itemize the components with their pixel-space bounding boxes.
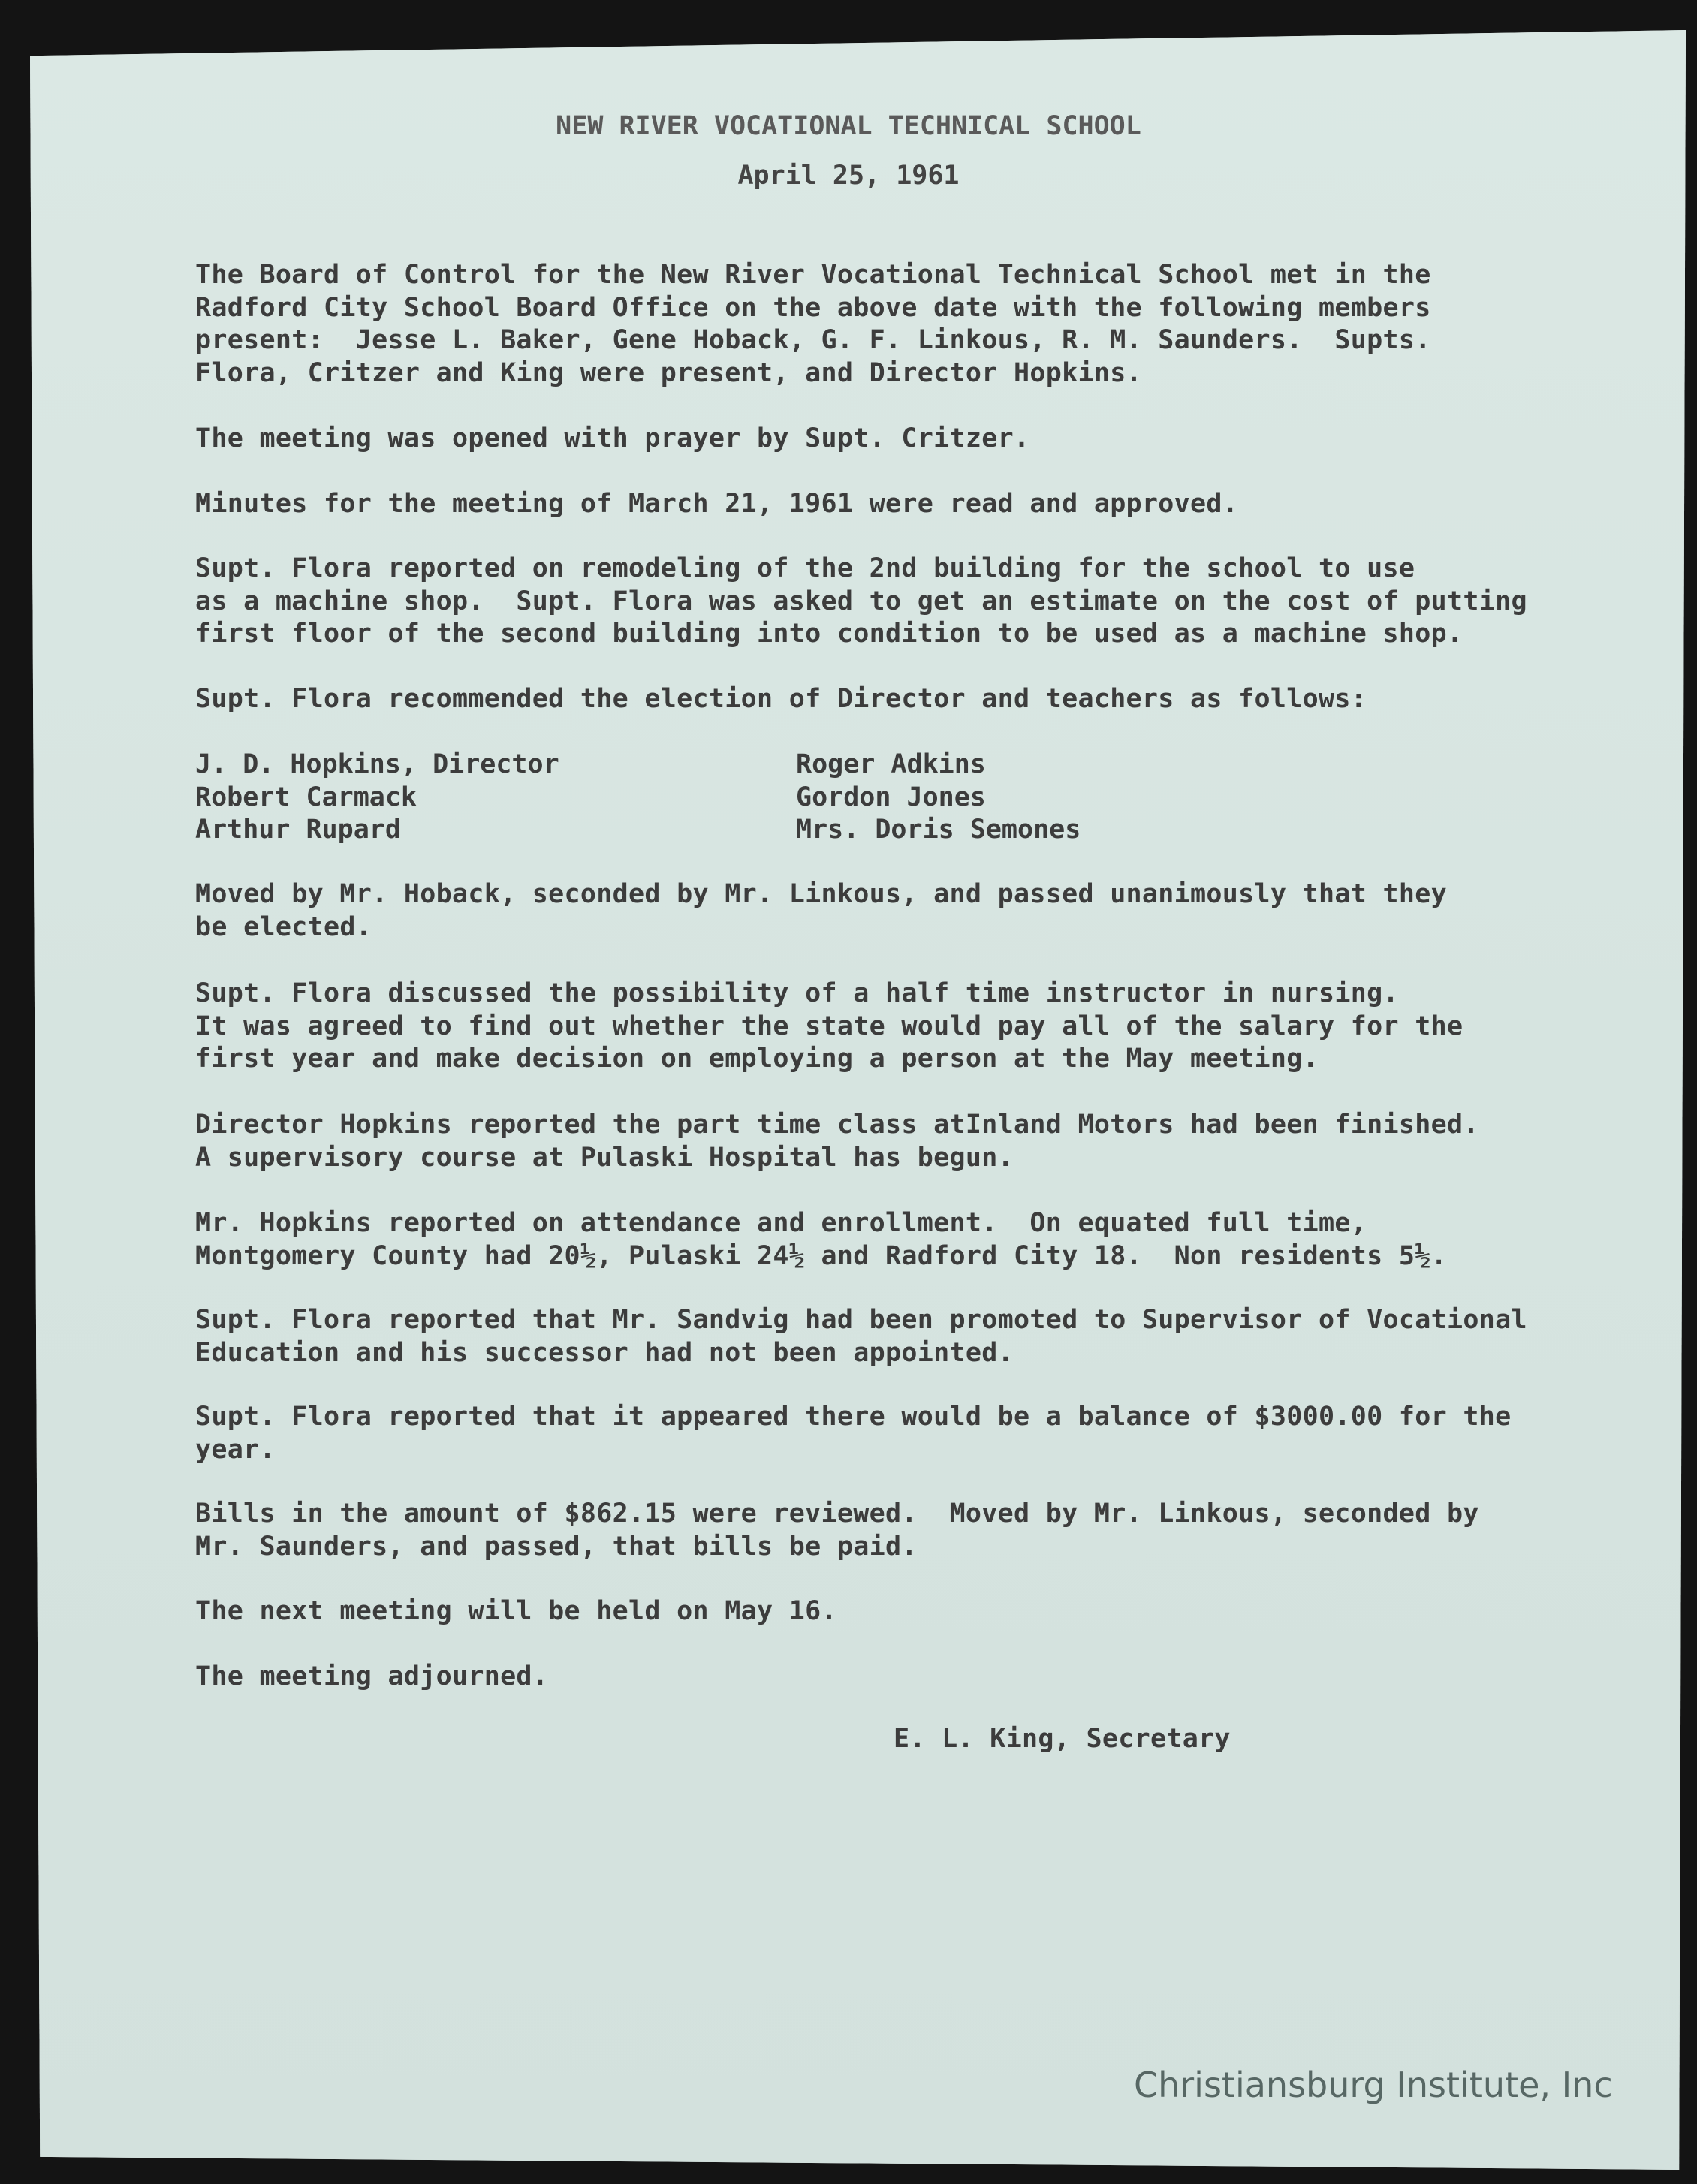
list-item: Mrs. Doris Semones bbox=[796, 815, 1081, 845]
list-item: J. D. Hopkins, Director bbox=[195, 749, 559, 779]
paragraph-election: Supt. Flora recommended the election of Director and teachers as follows: bbox=[195, 684, 1367, 714]
list-item: Robert Carmack bbox=[195, 782, 417, 812]
document-title: NEW RIVER VOCATIONAL TECHNICAL SCHOOL bbox=[556, 111, 1141, 141]
paragraph-balance: Supt. Flora reported that it appeared there would be a balance of $3000.00 for the year. bbox=[195, 1402, 1512, 1465]
elected-list-right bbox=[796, 749, 1081, 847]
paragraph-next-meeting: The next meeting will be held on May 16. bbox=[195, 1596, 837, 1626]
list-item: Roger Adkins bbox=[796, 749, 986, 779]
paragraph-bills: Bills in the amount of $862.15 were reviewed. Moved by Mr. Linkous, seconded by Mr. Saunders, and passed, that bills be paid. bbox=[195, 1499, 1479, 1562]
paragraph-remodeling: Supt. Flora reported on remodeling of the 2nd building for the school to use as a machine shop. Supt. Flora was asked to get an estimate on the cost of putting first floor of the second building into condition to be used as a machine shop. bbox=[195, 553, 1527, 649]
paragraph-class-report: Director Hopkins reported the part time class atInland Motors had been finished. A supervisory course at Pulaski Hospital has begun. bbox=[195, 1110, 1479, 1173]
elected-list-left bbox=[195, 749, 559, 847]
signature-line: E. L. King, Secretary bbox=[894, 1724, 1231, 1754]
paragraph-minutes: Minutes for the meeting of March 21, 1961 were read and approved. bbox=[195, 489, 1239, 519]
list-item: Arthur Rupard bbox=[195, 815, 401, 845]
paragraph-attendance: The Board of Control for the New River Vocational Technical School met in the Radford City School Board Office on the above date with the following members present: Jesse L. Baker, Gene Hoback, G. F. Linkous, R. M. Saunders. Supts. Flora, Critzer and King were present, and Director Hopkins. bbox=[195, 260, 1431, 388]
paragraph-enrollment: Mr. Hopkins reported on attendance and enrollment. On equated full time, Montgomery County had 20½, Pulaski 24½ and Radford City 18. Non residents 5½. bbox=[195, 1208, 1447, 1271]
paragraph-nursing: Supt. Flora discussed the possibility of a half time instructor in nursing. It was agreed to find out whether the state would pay all of the salary for the first year and make decision on employing a person at the May meeting. bbox=[195, 978, 1463, 1074]
paragraph-motion-elect: Moved by Mr. Hoback, seconded by Mr. Linkous, and passed unanimously that they be elected. bbox=[195, 879, 1447, 942]
document-date: April 25, 1961 bbox=[737, 161, 960, 191]
paragraph-adjourned: The meeting adjourned. bbox=[195, 1661, 549, 1691]
paragraph-prayer: The meeting was opened with prayer by Supt. Critzer. bbox=[195, 423, 1030, 453]
list-item: Gordon Jones bbox=[796, 782, 986, 812]
watermark-text: Christiansburg Institute, Inc bbox=[1134, 2065, 1613, 2105]
paragraph-promotion: Supt. Flora reported that Mr. Sandvig had been promoted to Supervisor of Vocational Education and his successor had not been appointed. bbox=[195, 1305, 1527, 1368]
